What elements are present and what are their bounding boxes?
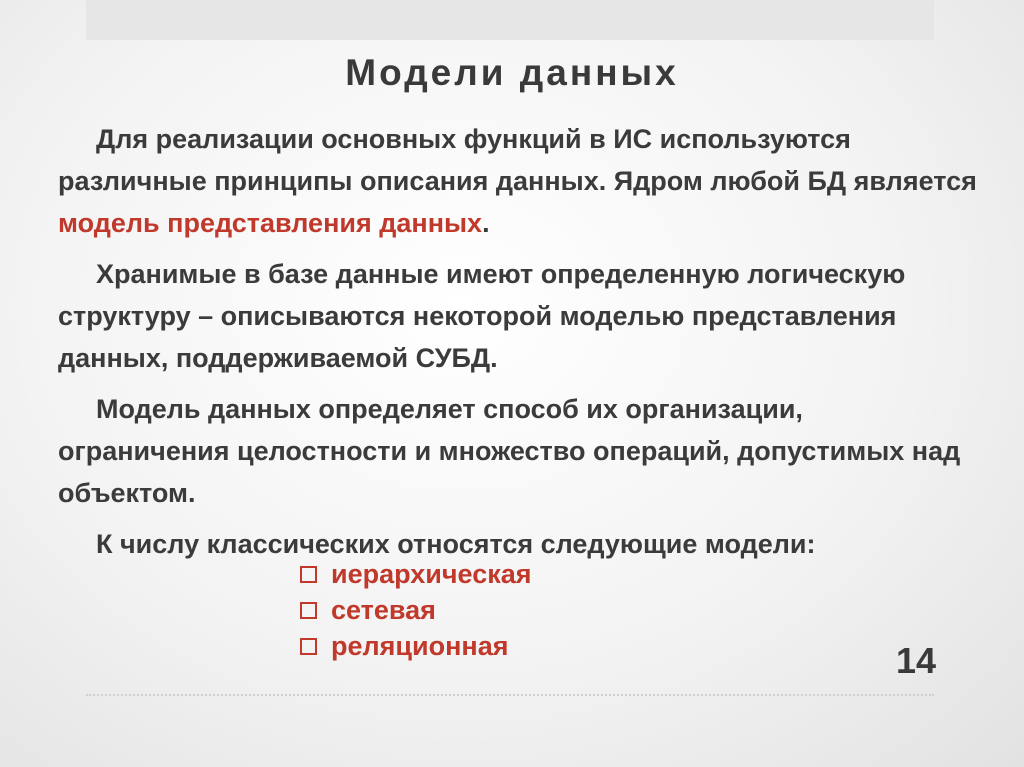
checkbox-bullet-icon (300, 602, 317, 619)
model-hierarchical: иерархическая (331, 559, 532, 589)
paragraph-1-end: . (482, 208, 490, 238)
paragraph-2 (58, 253, 978, 379)
model-network: сетевая (331, 595, 436, 625)
bottom-divider (86, 694, 934, 696)
model-relational: реляционная (331, 631, 509, 661)
paragraph-1-text: Для реализации основных функций в ИС используются различные принципы описания данных. Ядром любой БД является (58, 124, 977, 196)
page-number: 14 (896, 640, 937, 681)
list-item (300, 556, 532, 592)
list-item (300, 592, 532, 628)
data-model-highlight: модель представления данных (58, 208, 483, 238)
slide-title: Модели данных (345, 52, 679, 93)
model-list (300, 556, 532, 664)
paragraph-4-text: К числу классических относятся следующие модели: (96, 529, 816, 559)
checkbox-bullet-icon (300, 638, 317, 655)
checkbox-bullet-icon (300, 566, 317, 583)
slide-body (58, 118, 978, 574)
paragraph-2-text: Хранимые в базе данные имеют определенную логическую структуру – описываются некоторой моделью представления данных, поддерживаемой СУБД. (58, 259, 906, 373)
list-item (300, 628, 532, 664)
paragraph-3 (58, 388, 978, 514)
top-bar (86, 0, 934, 40)
paragraph-3-text: Модель данных определяет способ их организации, ограничения целостности и множество операций, допустимых над объектом. (58, 394, 961, 508)
paragraph-1 (58, 118, 978, 244)
